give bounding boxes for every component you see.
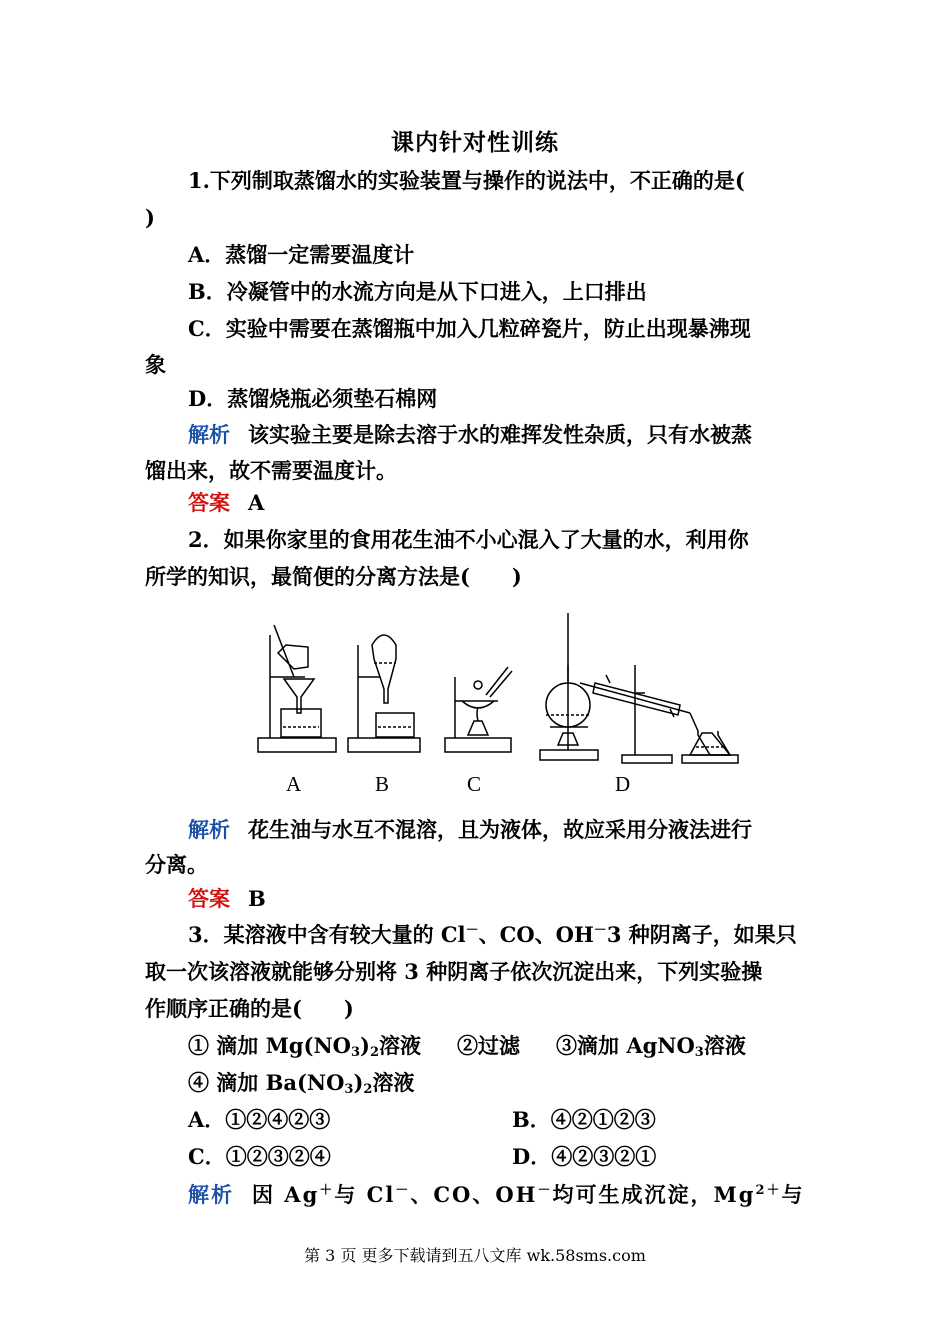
q3-analysis-b: 与 Cl bbox=[334, 1182, 396, 1207]
apparatus-c-dish bbox=[462, 701, 494, 708]
q3-stem-line1 bbox=[188, 920, 810, 950]
q3-step1-sub2: 2 bbox=[369, 1045, 380, 1060]
q3-step3-b: 溶液 bbox=[703, 1033, 746, 1058]
q3-step4-sub2: 2 bbox=[363, 1082, 373, 1097]
q1-option-a: A．蒸馏一定需要温度计 bbox=[188, 242, 415, 267]
q3-step4-a: ④ 滴加 Ba(NO bbox=[188, 1070, 345, 1095]
q3-step4-sub: 3 bbox=[344, 1082, 354, 1097]
apparatus-b-beaker bbox=[376, 713, 414, 737]
q3-analysis-sup2: － bbox=[395, 1183, 411, 1198]
apparatus-d-base-left bbox=[540, 750, 598, 760]
apparatus-b-base bbox=[348, 738, 420, 752]
apparatus-c-base bbox=[445, 738, 511, 752]
q2-analysis-text1: 花生油与水互不混溶，且为液体，故应采用分液法进行 bbox=[248, 817, 752, 842]
q2-answer-value: B bbox=[248, 886, 266, 911]
q1-stem-line1: 1.下列制取蒸馏水的实验装置与操作的说法中，不正确的是( bbox=[188, 168, 745, 193]
q1-answer-label: 答案 bbox=[188, 490, 230, 515]
q3-analysis-e: 与 bbox=[781, 1182, 805, 1207]
q3-option-b: B．④②①②③ bbox=[512, 1107, 656, 1132]
q3-analysis-label: 解析 bbox=[188, 1182, 234, 1207]
q2-answer-label: 答案 bbox=[188, 886, 230, 911]
q3-option-c: C．①②③②④ bbox=[188, 1144, 331, 1169]
apparatus-c-tongs bbox=[486, 667, 508, 695]
q3-stem-text-c: 3 种阴离子，如果只 bbox=[606, 922, 797, 947]
q3-analysis-c: 、CO、OH bbox=[410, 1182, 538, 1207]
apparatus-a-funnel bbox=[284, 679, 314, 713]
q3-analysis-sup4: 2＋ bbox=[755, 1183, 782, 1198]
q3-step1-sub: 3 bbox=[350, 1045, 361, 1060]
q3-stem-line2: 取一次该溶液就能够分别将 3 种阴离子依次沉淀出来，下列实验操 bbox=[145, 959, 763, 984]
q1-answer-line bbox=[188, 488, 810, 518]
apparatus-b-sep-funnel bbox=[372, 635, 396, 703]
q3-steps-line1 bbox=[188, 1031, 810, 1061]
q2-analysis-line2: 分离。 bbox=[145, 852, 208, 877]
q2-analysis-line1 bbox=[188, 815, 810, 845]
q2-analysis-label: 解析 bbox=[188, 817, 230, 842]
q3-step3-a: ③滴加 AgNO bbox=[556, 1033, 695, 1058]
apparatus-a-base bbox=[258, 738, 336, 752]
q3-option-d: D．④②③②① bbox=[512, 1144, 657, 1169]
q1-option-d: D．蒸馏烧瓶必须垫石棉网 bbox=[188, 386, 438, 411]
apparatus-a-glass-rod bbox=[274, 625, 294, 677]
q3-analysis-a: 因 Ag bbox=[252, 1182, 320, 1207]
figure-label-b: B bbox=[375, 772, 390, 796]
q1-analysis-label: 解析 bbox=[188, 422, 230, 447]
q1-option-c-line2: 象 bbox=[145, 352, 166, 377]
q2-answer-line bbox=[188, 884, 810, 914]
q3-stem-sup2: － bbox=[593, 923, 607, 938]
q1-option-c-line1: C．实验中需要在蒸馏瓶中加入几粒碎瓷片，防止出现暴沸现 bbox=[188, 316, 751, 341]
q2-stem-line2: 所学的知识，最简便的分离方法是( ) bbox=[145, 564, 522, 589]
q3-stem-text-b: 、CO、OH bbox=[478, 922, 594, 947]
q3-step1-c: 溶液 bbox=[379, 1033, 422, 1058]
q1-analysis-line2: 馏出来，故不需要温度计。 bbox=[145, 458, 397, 483]
q3-stem-sup1: － bbox=[465, 923, 479, 938]
q3-step2: ②过滤 bbox=[457, 1033, 521, 1058]
q3-stem-text-a: 3．某溶液中含有较大量的 Cl bbox=[188, 922, 466, 947]
apparatus-d-base-right bbox=[622, 755, 672, 763]
apparatus-figure bbox=[250, 605, 745, 805]
q1-analysis-line1 bbox=[188, 420, 810, 450]
q3-step3-sub: 3 bbox=[694, 1045, 704, 1060]
q3-analysis-sup3: － bbox=[537, 1183, 553, 1198]
q3-option-a: A．①②④②③ bbox=[188, 1107, 331, 1132]
q2-stem-line1: 2．如果你家里的食用花生油不小心混入了大量的水，利用你 bbox=[188, 527, 749, 552]
q3-steps-line2 bbox=[188, 1068, 810, 1098]
q3-step1 bbox=[188, 1033, 421, 1058]
q3-step4-c: 溶液 bbox=[372, 1070, 415, 1095]
q3-step4-b: ) bbox=[353, 1070, 364, 1095]
q3-analysis-d: 均可生成沉淀，Mg bbox=[552, 1182, 756, 1207]
q3-analysis-sup1: ＋ bbox=[319, 1183, 335, 1198]
page-title: 课内针对性训练 bbox=[391, 129, 559, 156]
q3-stem-line3: 作顺序正确的是( ) bbox=[145, 996, 354, 1021]
apparatus-c-lamp bbox=[468, 721, 488, 735]
q1-option-b: B．冷凝管中的水流方向是从下口进入，上口排出 bbox=[188, 279, 647, 304]
q1-stem-line2: ) bbox=[145, 205, 155, 230]
figure-label-d: D bbox=[615, 772, 631, 796]
q1-answer-value: A bbox=[248, 490, 265, 515]
q3-analysis-line1 bbox=[188, 1180, 810, 1210]
q3-step1-b: ) bbox=[360, 1033, 370, 1058]
q1-analysis-text1: 该实验主要是除去溶于水的难挥发性杂质，只有水被蒸 bbox=[248, 422, 752, 447]
figure-label-c: C bbox=[467, 772, 482, 796]
page-footer: 第 3 页 更多下载请到五八文库 wk.58sms.com bbox=[304, 1246, 646, 1265]
q3-step1-a: ① 滴加 Mg(NO bbox=[188, 1033, 351, 1058]
figure-label-a: A bbox=[286, 772, 302, 796]
q3-step3 bbox=[556, 1033, 746, 1058]
